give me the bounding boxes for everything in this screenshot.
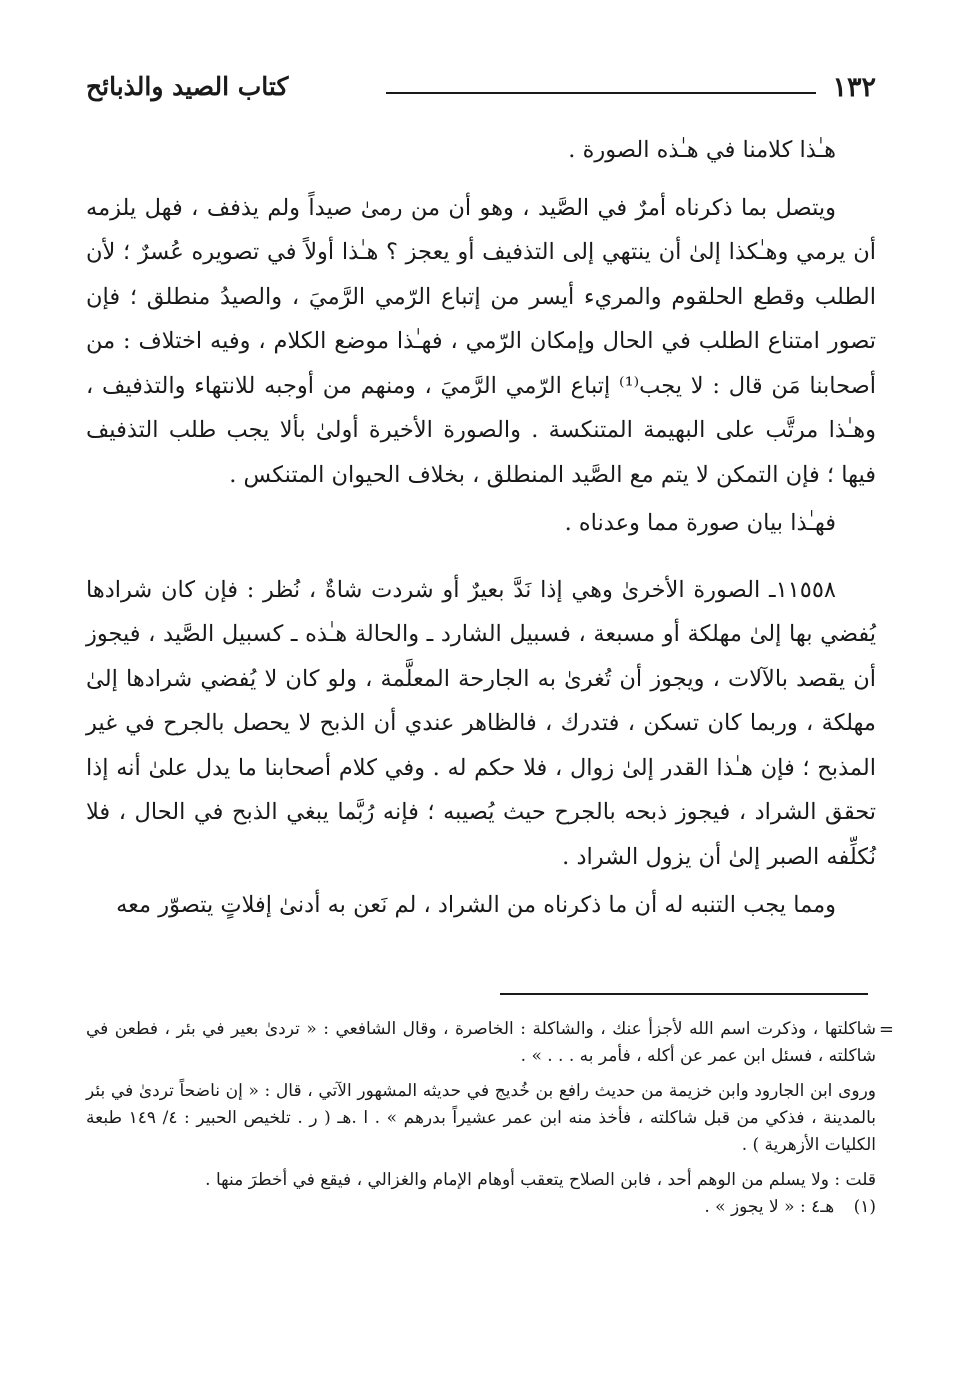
paragraph: هـٰذا كلامنا في هـٰذه الصورة .	[568, 137, 836, 163]
footnote-paragraph: وروى ابن الجارود وابن خزيمة من حديث رافع بن خُديج في حديثه المشهور الآتي ، قال : « إن ناضحاً تردىٰ في بئر بالمدينة ، فذكي من قبل شاكلته ، فأخذ منه ابن عمر عشيراً بدرهم » . ا .هـ ( ر . تلخيص الحبير : ٤/ ١٤٩ طبعة الكليات الأزهرية ) .	[86, 1081, 876, 1155]
paragraph: فهـٰذا بيان صورة مما وعدناه .	[564, 510, 836, 536]
footnote-1	[86, 1194, 876, 1221]
continuation-mark: =	[878, 1019, 894, 1040]
page-number: ١٣٢	[832, 72, 876, 103]
paragraph: ومما يجب التنبه له أن ما ذكرناه من الشراد ، لم نَعن به أدنىٰ إفلاتٍ يتصوّر معه	[116, 892, 836, 918]
paragraph: ويتصل بما ذكرناه أمرٌ في الصَّيد ، وهو أن من رمىٰ صيداً ولم يذفف ، فهل يلزمه أن يرمي وهـٰكذا إلىٰ أن ينتهي إلى التذفيف أو يعجز ؟ هـٰذا أولاً في تصويره عُسرٌ ؛ لأن الطلب وقطع الحلقوم والمريء أيسر من إتباع الرّمي الرَّميَ ، والصيدُ منطلق ؛ فإن تصور امتناع الطلب في الحال وإمكان الرّمي ، فهـٰذا موضع الكلام ، وفيه اختلاف : من أصحابنا مَن قال : لا يجب⁽¹⁾ إتباع الرّمي الرَّميَ ، ومنهم من أوجبه للانتهاء والتذفيف ، وهـٰذا مرتَّب على البهيمة المتنكسة . والصورة الأخيرة أولىٰ بألا يجب طلب التذفيف فيها ؛ فإن التمكن لا يتم مع الصَّيد المنطلق ، بخلاف الحيوان المتنكس .	[86, 194, 876, 488]
paragraph: ١١٥٥٨ـ الصورة الأخرىٰ وهي إذا نَدَّ بعيرٌ أو شردت شاةٌ ، نُظر : فإن كان شرادها يُفضي بها إلىٰ مهلكة أو مسبعة ، فسبيل الشارد ـ والحالة هـٰذه ـ كسبيل الصَّيد ، فيجوز أن يقصد بالآلات ، ويجوز أن تُغرىٰ به الجارحة المعلَّمة ، ولو كان لا يُفضي شرادها إلىٰ مهلكة ، وربما كان تسكن ، فتدرك ، فالظاهر عندي أن الذبح لا يحصل بالجرح في غير المذبح ؛ فإن هـٰذا القدر إلىٰ زوال ، فلا حكم له . وفي كلام أصحابنا ما يدل علىٰ أنه إذا تحقق الشراد ، فيجوز ذبحه بالجرح حيث يُصيبه ؛ فإنه رُبَّما يبغي الذبح في الحال ، فلا نُكلِّفه الصبر إلىٰ أن يزول الشراد .	[86, 576, 876, 870]
footnote-continuation	[86, 1016, 894, 1070]
footnote-separator	[500, 993, 868, 995]
footnote-number: (١)	[853, 1197, 876, 1217]
page-header	[86, 72, 876, 112]
footnote-text: هـ٤ : « لا يجوز » .	[704, 1197, 835, 1217]
footnote-paragraph: قلت : ولا يسلم من الوهم أحد ، فابن الصلاح يتعقب أوهام الإمام والغزالي ، فيقع في أخطرَ منها .	[205, 1170, 876, 1190]
footnotes	[86, 1016, 894, 1221]
main-text	[86, 128, 876, 928]
footnote-paragraph: شاكلتها ، وذكرت اسم الله لأجزأ عنك ، والشاكلة : الخاصرة ، وقال الشافعي : « تردىٰ بعير في بئر ، فطعن في شاكلته ، فسئل ابن عمر عن أكله ، فأمر به . . . » .	[86, 1019, 876, 1066]
header-rule	[386, 92, 816, 94]
running-title: كتاب الصيد والذبائح	[86, 72, 289, 101]
